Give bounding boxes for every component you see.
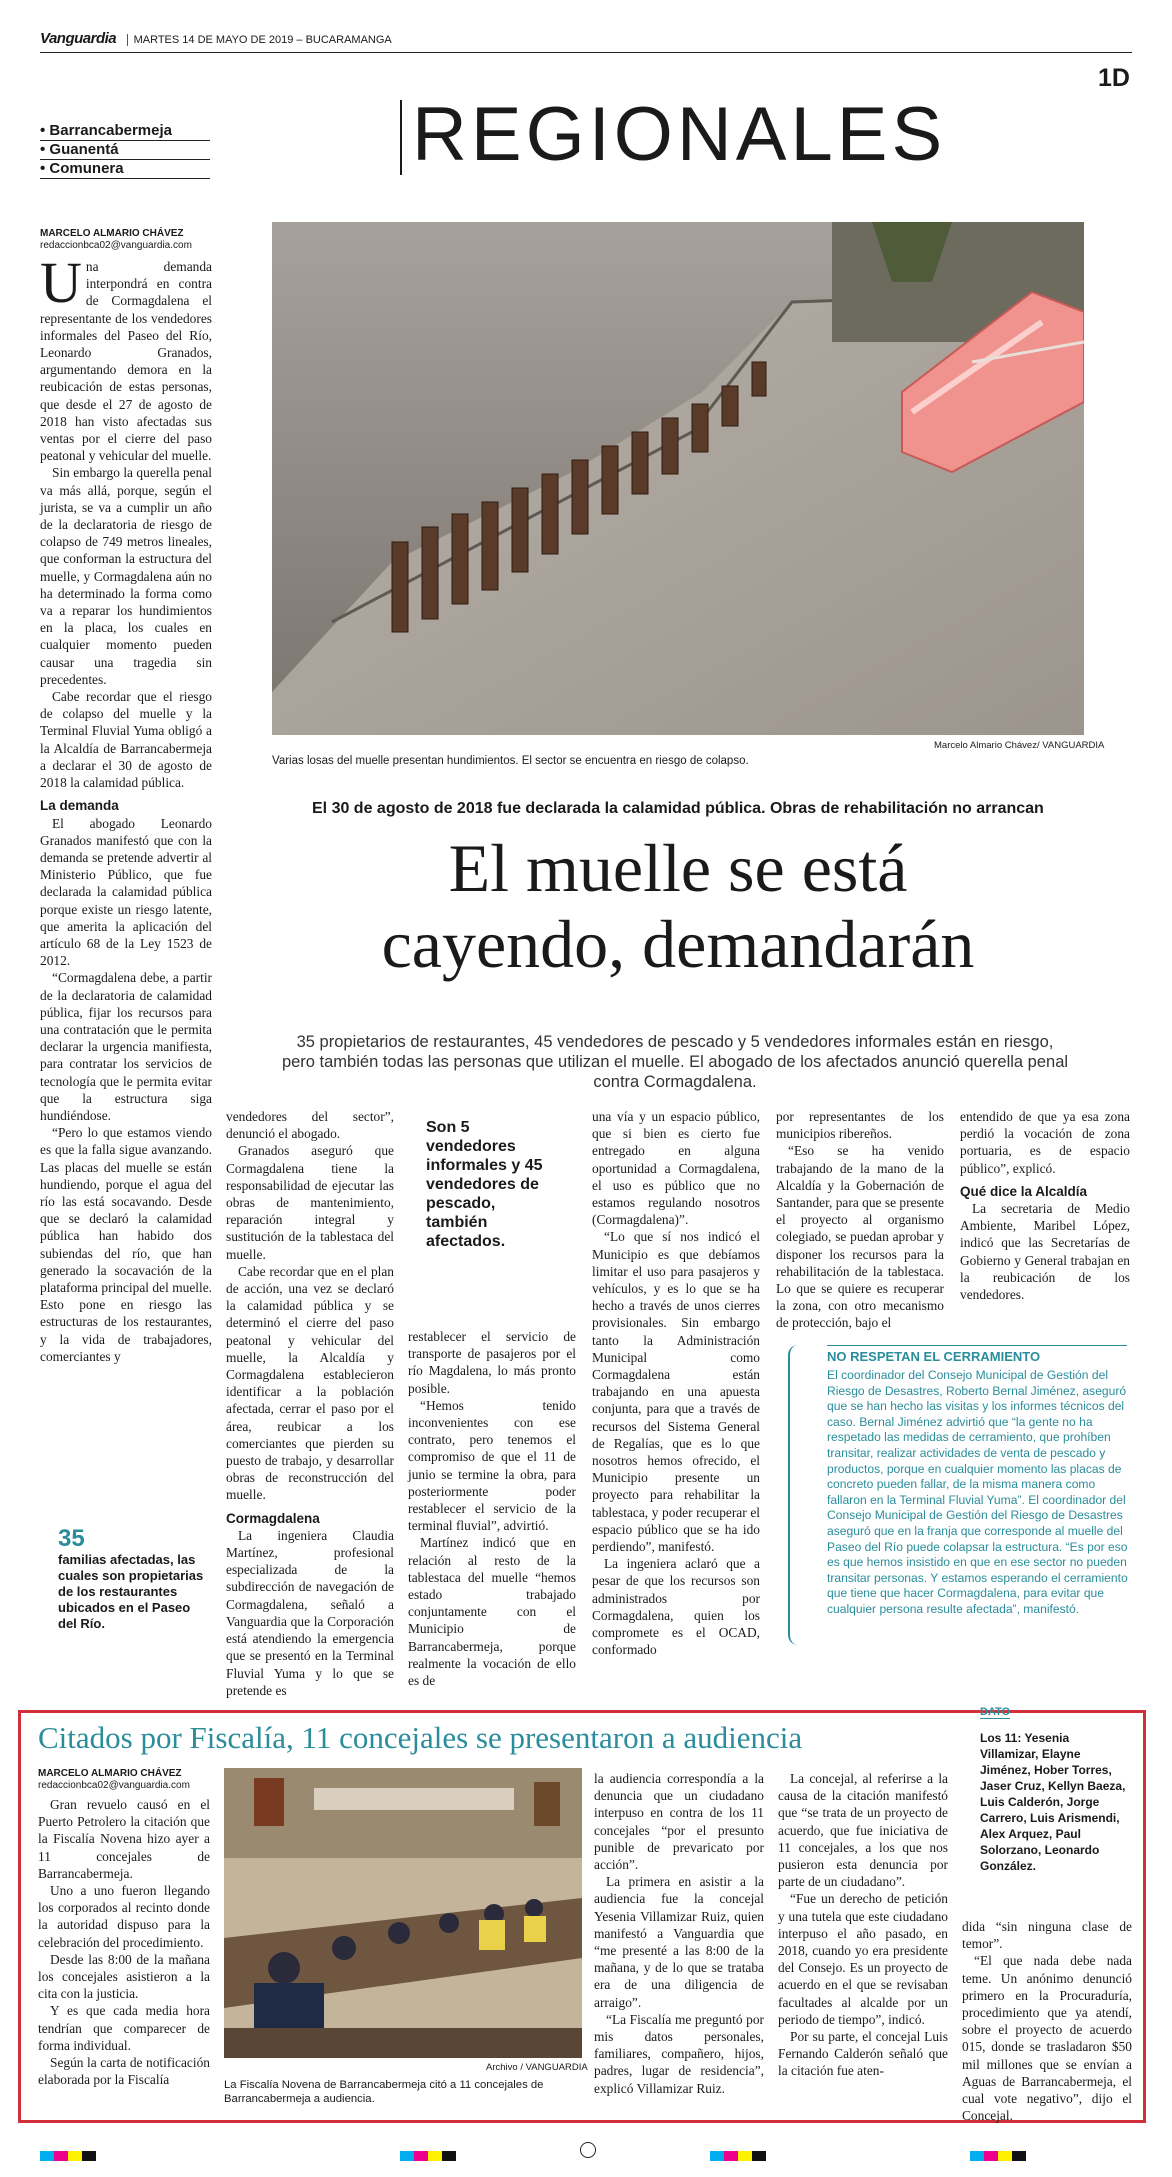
sidebar-text: El coordinador del Consejo Municipal de Gestión del Riesgo de Desastres, Roberto Bernal Jiménez, aseguró que se han hecho las visitas y los informes técnicos del caso. Bernal Jiménez advirtió que “la gente no ha respetado las medidas de cerramiento, que prohíben transitar, realizar actividades de venta de pescado y productos, porque en cualquier momento las placas de concreto pueden fallar, de la misma manera como fallaron en la Terminal Fluvial Yuma”. El coordinador del Consejo Municipal de Gestión del Riesgo de Desastres aseguró que en la franja que corresponde al muelle del Paseo del Río puede colapsar la estructura. “Es por eso es que hemos insistido en que en ese sector no pueden transitar personas. Y estamos esperando el cerramiento que tiene que hacer Cormagdalena, para evitar que cualquier persona resulte afectada”, manifestó. <box>827 1368 1128 1616</box>
subsection-nav <box>40 122 210 179</box>
lead-column-3: restablecer el servicio de transporte de pasajeros por el río Magdalena, lo más pronto posible. “Hemos tenido inconvenientes con ese contrato, pero tenemos el compromiso de que el 11 de junio se termine la obra, para posteriormente poder restablecer el servicio de la terminal fluvial”, advirtió. Martínez indicó que en relación al resto de la tablestaca del muelle “hemos estado trabajado conjuntamente con el Municipio de Barrancabermeja, porque realmente la vocación de ello es de <box>408 1329 576 1689</box>
subsection-item[interactable]: • Barrancabermeja <box>40 122 210 141</box>
deck: 35 propietarios de restaurantes, 45 vendedores de pescado y 5 vendedores informales están en riesgo, pero también todas las personas que utilizan el muelle. El abogado de los afectados anunció querella penal contra Cormagdalena. <box>281 1033 1069 1091</box>
second-byline-email: redaccionbca02@vanguardia.com <box>38 1780 190 1791</box>
photo-credit: Marcelo Almario Chávez/ VANGUARDIA <box>934 740 1105 751</box>
lead-column-5: por representantes de los municipios ribereños. “Eso se ha venido trabajando de la mano de la Alcaldía y la Gobernación de Santander, para que se presente el proyecto al organismo colegiado, se puedan aprobar y disponer los recursos para la rehabilitación de la tablestaca. Lo que se quiere es recuperar la zona, con otro mecanismo de protección, bajo el <box>776 1109 944 1331</box>
subhead-que-dice-la-alcaldia: Qué dice la Alcaldía <box>960 1183 1088 1199</box>
sidebar-bracket <box>788 1345 802 1645</box>
byline-name: MARCELO ALMARIO CHÁVEZ <box>40 228 184 239</box>
registration-mark-icon <box>580 2142 596 2158</box>
dateline: MARTES 14 DE MAYO DE 2019 – BUCARAMANGA <box>127 34 392 46</box>
dropcap: U <box>40 250 82 315</box>
second-column-2: la audiencia correspondía a la denuncia que un ciudadano interpuso en contra de los 11 concejales “por el presunto punible de prevaricato por acción”. La primera en asistir a la audiencia fue la concejal Yesenia Villamizar Ruiz, quien manifestó a Vanguardia que “me presenté a las 8:00 de la mañana, y de lo que se trataba era de una diligencia de arraigo”. “La Fiscalía me preguntó por mis datos personales, familiares, compañero, hijos, padres, lugar de residencia”, explicó Villamizar Ruiz. <box>594 1771 764 2096</box>
second-column-4: dida “sin ninguna clase de temor”. “El que nada debe nada teme. Un anónimo denunció primero en la Procuraduría, procedimiento que ya atendí, sobre el proyecto de acuerdo 015, donde se trasladaron $50 mil millones que se envían a Aguas de Barrancabermeja, el cual vote negativo”, dijo el Concejal. <box>962 1919 1132 2124</box>
second-column-3: La concejal, al referirse a la causa de la citación manifestó que “se trata de un proyecto de acuerdo, que fue iniciativa de 11 concejales, a los que nos pusieron esta denuncia por parte de un ciudadano”. “Fue un derecho de petición y una tutela que este ciudadano interpuso el año pasado, en 2018, cuando yo era presidente del Consejo. Es un proyecto de acuerdo en el que se revisaban facultades al alcalde por un periodo de tiempo”, indicó. Por su parte, el concejal Luis Fernando Calderón señaló que la citación fue aten- <box>778 1771 948 2079</box>
subsection-item[interactable]: • Comunera <box>40 160 210 179</box>
subsection-item[interactable]: • Guanentá <box>40 141 210 160</box>
second-column-1: Gran revuelo causó en el Puerto Petrolero la citación que la Fiscalía Novena hizo ayer a 11 concejales de Barrancabermeja. Uno a uno fueron llegando los corporados al recinto donde la autoridad dispuso para la celebración del procedimiento. Desde las 8:00 de la mañana los concejales asistieron a la cita con la justicia. Y es que cada media hora tendrían que comparecer de forma individual. Según la carta de notificación elaborada por la Fiscalía <box>38 1797 210 2088</box>
second-photo-caption: La Fiscalía Novena de Barrancabermeja citó a 11 concejales de Barrancabermeja a audiencia. <box>224 2079 544 2105</box>
byline-email: redaccionbca02@vanguardia.com <box>40 240 192 251</box>
headline: El muelle se está cayendo, demandarán <box>381 830 975 982</box>
section-divider <box>400 100 402 175</box>
lead-column-2: vendedores del sector”, denunció el abogado. Granados aseguró que Cormagdalena tiene la responsabilidad de ejecutar las obras de mantenimiento, reparación integral y sustitución de la tablestaca del muelle. Cabe recordar que en el plan de acción, una vez se declaró la calamidad pública y se determinó el cierre del paso peatonal y vehicular del muelle, la Alcaldía y Cormagdalena establecieron identificar a la población afectada, cerrar el paso por el área, reubicar a los comerciantes que pierden su puesto de trabajo, y desarrollar obras de reconstrucción del muelle. Cormagdalena La ingeniera Claudia Martínez, profesional especializada de la subdirección de navegación de Cormagdalena, señaló a Vanguardia que la Corporación está atendiendo la emergencia que se presentó en la Terminal Fluvial Yuma y lo que se pretende es <box>226 1109 394 1698</box>
lead-column-4: una vía y un espacio público, que si bien es cierto fue entregado en alguna oportunidad a Cormagdalena, el uso es público que no estamos regulando nosotros (Cormagdalena)”. “Lo que sí nos indicó el Municipio es que debíamos limitar el uso para pasajeros y vehículos, y es lo que se ha hecho a través de unos cierres provisionales. Sin embargo tanto la Administración Municipal como Cormagdalena están trabajando en una apuesta conjunta, para que a través de recursos del Sistema General de Regalías, que es lo que nosotros hemos ofrecido, el Municipio presente un proyecto para rehabilitar la tablestaca, y poder recuperar el espacio público que se ha ido perdiendo”, manifestó. La ingeniera aclaró que a pesar de que los recursos son administrados por Cormagdalena, quien los compromete es el OCAD, conformado <box>592 1109 760 1658</box>
dato-label: DATO <box>980 1706 1011 1718</box>
factbox-text: familias afectadas, las cuales son propietarias de los restaurantes ubicados en el Paseo del Río. <box>58 1552 204 1631</box>
subhead-cormagdalena: Cormagdalena <box>226 1510 320 1526</box>
subhead-la-demanda: La demanda <box>40 798 119 814</box>
factbox-number: 35 <box>58 1525 85 1552</box>
lead-photo <box>272 222 1084 735</box>
pullquote: Son 5 vendedores informales y 45 vendedores de pescado, también afectados. <box>426 1119 543 1250</box>
brand-logo: Vanguardia <box>40 30 117 47</box>
second-byline-name: MARCELO ALMARIO CHÁVEZ <box>38 1768 182 1779</box>
pier-photo-illustration <box>272 222 1084 735</box>
council-photo-illustration <box>224 1768 582 2058</box>
second-headline: Citados por Fiscalía, 11 concejales se presentaron a audiencia <box>38 1720 803 1755</box>
section-title: REGIONALES <box>412 92 947 177</box>
lead-column-6: entendido de que ya esa zona perdió la vocación de zona portuaria, es de espacio público”, explicó. Qué dice la Alcaldía La secretaria de Medio Ambiente, Maribel López, indicó que las Secretarías de Gobierno y General trabajan en la reubicación de los vendedores. <box>960 1109 1130 1303</box>
photo-caption: Varias losas del muelle presentan hundimientos. El sector se encuentra en riesgo de colapso. <box>272 755 749 767</box>
sidebar-title: NO RESPETAN EL CERRAMIENTO <box>827 1345 1127 1364</box>
factbox <box>58 1526 208 1632</box>
dato-text: Los 11: Yesenia Villamizar, Elayne Jiménez, Hober Torres, Jaser Cruz, Kellyn Baeza, Luis Calderón, Jorge Carrero, Luis Arismendi, Alex Arquez, Paul Solorzano, Leonardo González. <box>980 1731 1126 1873</box>
kicker: El 30 de agosto de 2018 fue declarada la calamidad pública. Obras de rehabilitación no arrancan <box>312 800 1044 817</box>
second-photo-credit: Archivo / VANGUARDIA <box>486 2062 588 2073</box>
lead-column-1: Una demanda interpondrá en contra de Cormagdalena el representante de los vendedores informales del Paseo del Río, Leonardo Granados, argumentando demora en la reubicación de estas personas, que desde el 27 de agosto de 2018 han visto afectadas sus ventas por el cierre del paso peatonal y vehicular del muelle. Sin embargo la querella penal va más allá, porque, según el jurista, se va a cumplir un año de la declaratoria de riesgo de colapso de 749 metros lineales, que conforman la estructura del muelle, y Cormagdalena aún no ha determinado la forma como va a reparar los hundimientos en la placa, los cuales en cualquier momento pueden causar una tragedia sin precedentes. Cabe recordar que el riesgo de colapso del muelle y la Terminal Fluvial Yuma obligó a la Alcaldía de Barrancabermeja a declarar el 30 de agosto de 2018 la calamidad pública. La demanda El abogado Leonardo Granados manifestó que con la demanda se pretende advertir al Ministerio Público, que fue declarada la calamidad pública porque existe un riesgo latente, que amerita la aplicación del artículo 68 de la Ley 1523 de 2012. “Cormagdalena debe, a partir de la declaratoria de calamidad pública, fijar los recursos para una contratación que le permita declarar la urgencia manifiesta, para contratar los servicios de tecnología que le permita evitar que la estructura siga hundiéndose. “Pero lo que estamos viendo es que la falla sigue avanzando. Las placas del muelle se están hundiendo, porque el agua del río las está socavando. Desde que se declaró la calamidad pública han habido dos subiendas del río, que han generado la socavación de la plataforma principal del muelle. Esto pone en riesgo las estructuras de los restaurantes, y la vida de trabajadores, comerciantes y <box>40 250 212 1364</box>
page-number: 1D <box>1098 64 1130 92</box>
second-photo <box>224 1768 582 2058</box>
masthead <box>40 30 1132 53</box>
